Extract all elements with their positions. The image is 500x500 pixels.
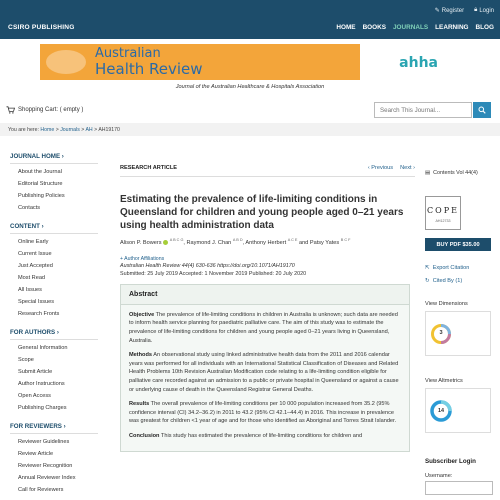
top-bar (0, 0, 500, 39)
banner-decoration (46, 50, 86, 74)
search-icon (478, 106, 486, 114)
author-list: Alison P. Bowers $^{A B C G}$, Raymond J. Chan $^{A B D}$, Anthony Herbert $^{A C E}$ and Patsy Yates $^{B C F}$ (120, 238, 351, 246)
sidebar-item-about[interactable]: About the Journal (18, 169, 62, 175)
sidebar-item-publishing-charges[interactable]: Publishing Charges (18, 405, 67, 411)
article-main (120, 165, 415, 452)
sidebar (10, 153, 98, 500)
sidebar-item-call-for-reviewers[interactable]: Call for Reviewers (18, 487, 64, 493)
abstract-heading: Abstract (121, 285, 409, 305)
nav-books[interactable]: BOOKS (362, 24, 386, 31)
export-icon: ⇱ (425, 265, 430, 271)
sidebar-item-most-read[interactable]: Most Read (18, 275, 46, 281)
sidebar-item-special-issues[interactable]: Special Issues (18, 299, 55, 305)
cited-icon: ↻ (425, 278, 430, 284)
search-button[interactable] (473, 102, 491, 118)
author-name[interactable]: Anthony Herbert (245, 239, 287, 246)
shopping-cart[interactable]: Shopping Cart: ( empty ) (6, 106, 83, 114)
dimensions-widget[interactable] (425, 311, 491, 356)
view-dimensions-label: View Dimensions (425, 301, 468, 307)
author-name[interactable]: Patsy Yates (309, 239, 340, 246)
sidebar-item-contacts[interactable]: Contacts (18, 205, 41, 211)
abstract-conclusion: Conclusion This study has estimated the prevalence of life-limiting conditions for children and (129, 432, 363, 439)
altmetric-score: 14 (438, 408, 444, 414)
citation-line: Australian Health Review 44(4) 630-636 https://doi.org/10.1071/AH19170 (120, 262, 295, 269)
author-affiliation-marks: A B C G (169, 238, 184, 242)
sidebar-item-editorial-structure[interactable]: Editorial Structure (18, 181, 63, 187)
article-dates: Submitted: 25 July 2019 Accepted: 1 November 2019 Published: 20 July 2020 (120, 270, 307, 277)
contents-link[interactable]: ▤ Contents Vol 44(4) (425, 170, 478, 176)
nav-journals[interactable]: JOURNALS (393, 24, 429, 31)
search-input[interactable] (374, 102, 472, 118)
nav-learning[interactable]: LEARNING (435, 24, 469, 31)
altmetric-widget[interactable] (425, 388, 491, 433)
sidebar-item-open-access[interactable]: Open Access (18, 393, 51, 399)
sidebar-item-online-early[interactable]: Online Early (18, 239, 49, 245)
previous-link[interactable]: ‹ Previous (367, 165, 394, 171)
nav-blog[interactable]: BLOG (475, 24, 494, 31)
author-affiliation-marks: A B D (232, 238, 243, 242)
ahha-logo: ahha (399, 55, 438, 71)
cart-search-row (0, 101, 500, 121)
abstract-panel (120, 284, 410, 452)
username-input[interactable] (425, 481, 493, 495)
sidebar-item-review-article[interactable]: Review Article (18, 451, 54, 457)
abstract-results: Results The overall prevalence of life-limiting conditions per 10 000 population increased from 35.2 (95% confidence interval (CI) 34.2–36.2) in 2011 to 43.2 (95% CI 42.1–44.4) in 2016. This increase in prevalence was greatest for children <1 year of age and for those who identified as Aboriginal and Torres Strait Islander. (129, 401, 397, 425)
orcid-icon[interactable] (163, 240, 168, 245)
dimensions-count: 3 (439, 330, 443, 336)
login-link[interactable]: 🔒︎ Login (474, 7, 494, 14)
sidebar-item-publishing-policies[interactable]: Publishing Policies (18, 193, 65, 199)
sidebar-item-all-issues[interactable]: All Issues (18, 287, 42, 293)
sidebar-item-research-fronts[interactable]: Research Fronts (18, 311, 60, 317)
abstract-objective: Objective The prevalence of life-limiting conditions in children in Australia is unknown; such data are needed to inform health service planning for paediatric palliative care. The aim of this study was to estimate the prevalence of life-limiting conditions for children and young people aged 0–21 years living in Queensland, Australia. (129, 311, 398, 344)
breadcrumb-home[interactable]: Home (40, 127, 55, 133)
sidebar-section-for-authors (10, 329, 98, 414)
view-altmetrics-label: View Altmetrics (425, 378, 463, 384)
nav-home[interactable]: HOME (336, 24, 356, 31)
register-link[interactable]: ✎ Register (434, 7, 465, 14)
abstract-body (121, 305, 409, 451)
subscriber-login-heading: Subscriber Login (425, 458, 476, 465)
breadcrumb-journals[interactable]: Journals (60, 127, 80, 133)
cited-by-link[interactable]: ↻ Cited By (1) (425, 278, 463, 284)
sidebar-section-content (10, 223, 98, 320)
login-icon: 🔒︎ (474, 7, 478, 13)
author-name[interactable]: Alison P. Bowers (120, 239, 162, 246)
sidebar-heading-for-authors[interactable]: FOR AUTHORS › (10, 329, 98, 340)
author-name[interactable]: Raymond J. Chan (186, 239, 232, 246)
breadcrumb-bar (0, 123, 500, 136)
sidebar-heading-for-reviewers[interactable]: FOR REVIEWERS › (10, 423, 98, 434)
cart-icon (6, 106, 15, 114)
register-icon: ✎ (434, 8, 440, 14)
utility-links (435, 7, 494, 14)
banner-title-line1: Australian (95, 46, 161, 61)
breadcrumb: You are here: Home > Journals > AH > AH19170 (8, 127, 120, 133)
journal-banner[interactable] (40, 44, 460, 80)
sidebar-item-author-instructions[interactable]: Author Instructions (18, 381, 65, 387)
document-icon: ▤ (425, 170, 431, 176)
export-citation-link[interactable]: ⇱ Export Citation (425, 265, 470, 271)
author-affiliation-marks: B C F (340, 238, 351, 242)
sidebar-item-general-information[interactable]: General Information (18, 345, 68, 351)
right-column (425, 170, 495, 479)
journal-tagline: Journal of the Australian Healthcare & Hospitals Association (175, 84, 325, 90)
sidebar-heading-journal-home[interactable]: JOURNAL HOME › (10, 153, 98, 164)
sidebar-item-reviewer-guidelines[interactable]: Reviewer Guidelines (18, 439, 70, 445)
sidebar-item-scope[interactable]: Scope (18, 357, 34, 363)
main-nav (336, 24, 494, 31)
sidebar-section-journal-home (10, 153, 98, 214)
article-title: Estimating the prevalence of life-limiting conditions in Queensland for children and young people aged 0–21 years using health administration data (120, 194, 404, 231)
banner-title-line2: Health Review (95, 60, 203, 78)
author-affiliation-marks: A C E (287, 238, 298, 242)
article-top-bar (120, 165, 415, 177)
next-link[interactable]: Next › (400, 165, 415, 171)
sidebar-section-for-reviewers (10, 423, 98, 496)
article-type: RESEARCH ARTICLE (120, 165, 177, 171)
article-pager (368, 165, 415, 171)
sidebar-item-submit-article[interactable]: Submit Article (18, 369, 53, 375)
sidebar-heading-content[interactable]: CONTENT › (10, 223, 98, 234)
sidebar-item-annual-reviewer-index[interactable]: Annual Reviewer Index (18, 475, 76, 481)
abstract-methods: Methods An observational study using linked administrative health data from the 2011 and 2016 calendar years was performed for all individuals with an International Statistical Classification of Diseases and Related Health Problems 10th Revision Australian Modification code relating to a life-limiting condition eligible for palliative care recorded against an admission to a public or private hospital in Queensland or against a cause or underlying cause of death in the Queensland Registrar General Deaths. (129, 352, 399, 393)
buy-pdf-button[interactable]: BUY PDF $35.00 (425, 238, 491, 251)
breadcrumb-ah[interactable]: AH (85, 127, 93, 133)
breadcrumb-current: AH19170 (98, 127, 120, 133)
journal-banner-area (0, 39, 500, 101)
sidebar-item-current-issue[interactable]: Current Issue (18, 251, 52, 257)
cope-badge[interactable]: COPE AH12733 (425, 196, 461, 230)
sidebar-item-just-accepted[interactable]: Just Accepted (18, 263, 53, 269)
username-label: Username: (425, 473, 453, 479)
site-logo[interactable]: CSIRO PUBLISHING (8, 24, 75, 31)
author-affiliations-toggle[interactable]: + Author Affiliations (120, 255, 165, 262)
sidebar-item-reviewer-recognition[interactable]: Reviewer Recognition (18, 463, 73, 469)
